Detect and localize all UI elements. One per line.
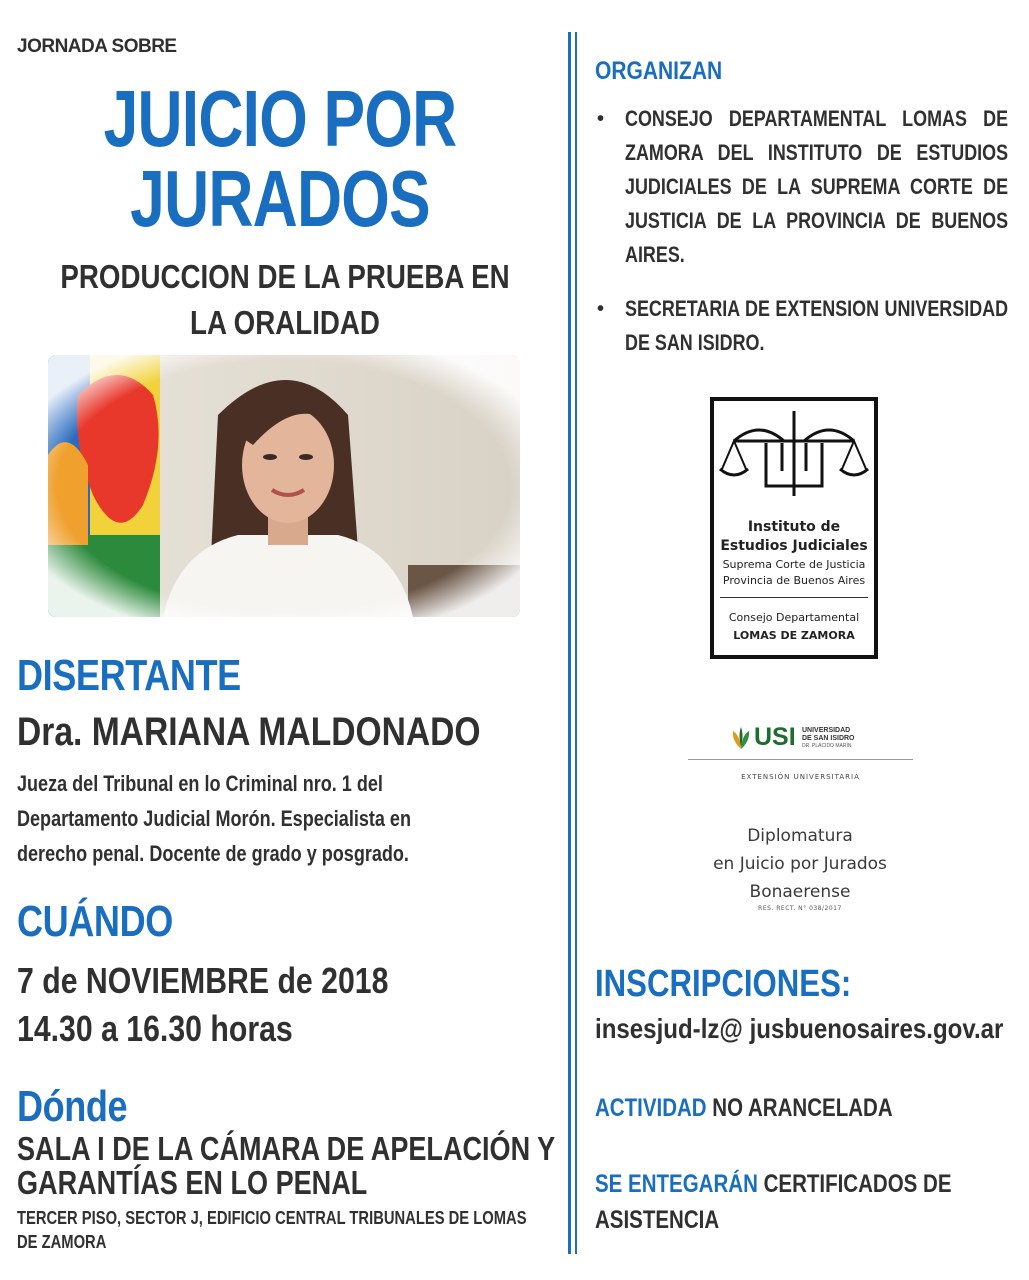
bullet-icon: • bbox=[597, 298, 605, 320]
leaf-icon bbox=[730, 725, 752, 751]
iej-line3: Suprema Corte de Justicia bbox=[722, 558, 866, 571]
event-date: 7 de NOVIEMBRE de 2018 bbox=[17, 960, 389, 1001]
certificates-note bbox=[595, 1170, 952, 1199]
diplomatura-line1: Diplomatura bbox=[747, 826, 853, 846]
activity-value: NO ARANCELADA bbox=[712, 1094, 893, 1122]
usi-name-3: DR. PLÁCIDO MARÍN bbox=[802, 743, 852, 749]
scales-of-justice-icon bbox=[714, 401, 874, 511]
organizers-heading: ORGANIZAN bbox=[595, 57, 723, 85]
usi-divider bbox=[688, 759, 913, 760]
column-divider bbox=[568, 32, 571, 1254]
venue-detail: TERCER PISO, SECTOR J, EDIFICIO CENTRAL TRIBUNALES DE LOMAS DE ZAMORA bbox=[17, 1208, 527, 1252]
usi-logo bbox=[688, 722, 913, 782]
registration-heading: INSCRIPCIONES: bbox=[595, 963, 852, 1005]
iej-line5: Consejo Departamental bbox=[728, 611, 860, 624]
diplomatura-block bbox=[690, 822, 910, 906]
activity-label: ACTIVIDAD bbox=[595, 1094, 707, 1122]
activity-note bbox=[595, 1094, 893, 1123]
organizer-item bbox=[595, 102, 1007, 272]
column-divider-inner bbox=[575, 32, 577, 1254]
when-heading: CUÁNDO bbox=[17, 897, 173, 946]
diplomatura-line2: en Juicio por Jurados bbox=[713, 854, 887, 874]
organizers-list bbox=[595, 102, 1007, 272]
organizer-item bbox=[595, 292, 1007, 360]
certificates-value-2: ASISTENCIA bbox=[595, 1206, 720, 1234]
iej-line4: Provincia de Buenos Aires bbox=[722, 574, 866, 587]
speaker-heading: DISERTANTE bbox=[17, 651, 241, 700]
usi-name-2: DE SAN ISIDRO bbox=[802, 735, 855, 742]
venue-line1: SALA I DE LA CÁMARA DE APELACIÓN Y bbox=[17, 1130, 556, 1167]
certificates-label: SE ENTEGARÁN bbox=[595, 1170, 758, 1198]
usi-mark: USI bbox=[754, 723, 796, 751]
diplomatura-resolution: RES. RECT. N° 038/2017 bbox=[758, 905, 842, 912]
organizers-list-2 bbox=[595, 292, 1007, 360]
usi-name-1: UNIVERSIDAD bbox=[802, 727, 851, 734]
registration-email[interactable]: insesjud-lz@ jusbuenosaires.gov.ar bbox=[595, 1013, 1004, 1044]
usi-tagline: EXTENSIÓN UNIVERSITARIA bbox=[741, 773, 860, 781]
iej-line2: Estudios Judiciales bbox=[720, 538, 868, 554]
speaker-name: Dra. MARIANA MALDONADO bbox=[17, 710, 481, 754]
event-kicker: JORNADA SOBRE bbox=[17, 36, 177, 57]
event-subtitle: PRODUCCION DE LA PRUEBA EN LA ORALIDAD bbox=[60, 258, 510, 341]
venue-line2: GARANTÍAS EN LO PENAL bbox=[17, 1164, 368, 1201]
bullet-icon: • bbox=[597, 108, 605, 130]
speaker-photo bbox=[48, 355, 520, 617]
organizer-text: CONSEJO DEPARTAMENTAL LOMAS DE ZAMORA DEL INSTITUTO DE ESTUDIOS JUDICIALES DE LA SUPREMA CORTE DE JUSTICIA DE LA PROVINCIA DE BUENOS AIRES. bbox=[625, 106, 1009, 267]
speaker-bio: Jueza del Tribunal en lo Criminal nro. 1 del Departamento Judicial Morón. Especialista en derecho penal. Docente de grado y posgrado. bbox=[17, 771, 411, 866]
diplomatura-line3: Bonaerense bbox=[749, 882, 851, 902]
event-title-line2: JURADOS bbox=[130, 154, 430, 243]
where-heading: Dónde bbox=[17, 1082, 128, 1131]
iej-line1: Instituto de bbox=[747, 519, 841, 535]
iej-line6: LOMAS DE ZAMORA bbox=[733, 629, 855, 642]
event-time: 14.30 a 16.30 horas bbox=[17, 1008, 293, 1049]
event-title-line1: JUICIO POR bbox=[103, 74, 457, 163]
iej-divider bbox=[720, 597, 868, 598]
certificates-value: CERTIFICADOS DE bbox=[763, 1170, 952, 1198]
iej-logo bbox=[710, 397, 878, 659]
organizer-text: SECRETARIA DE EXTENSION UNIVERSIDAD DE SAN ISIDRO. bbox=[625, 296, 1009, 355]
